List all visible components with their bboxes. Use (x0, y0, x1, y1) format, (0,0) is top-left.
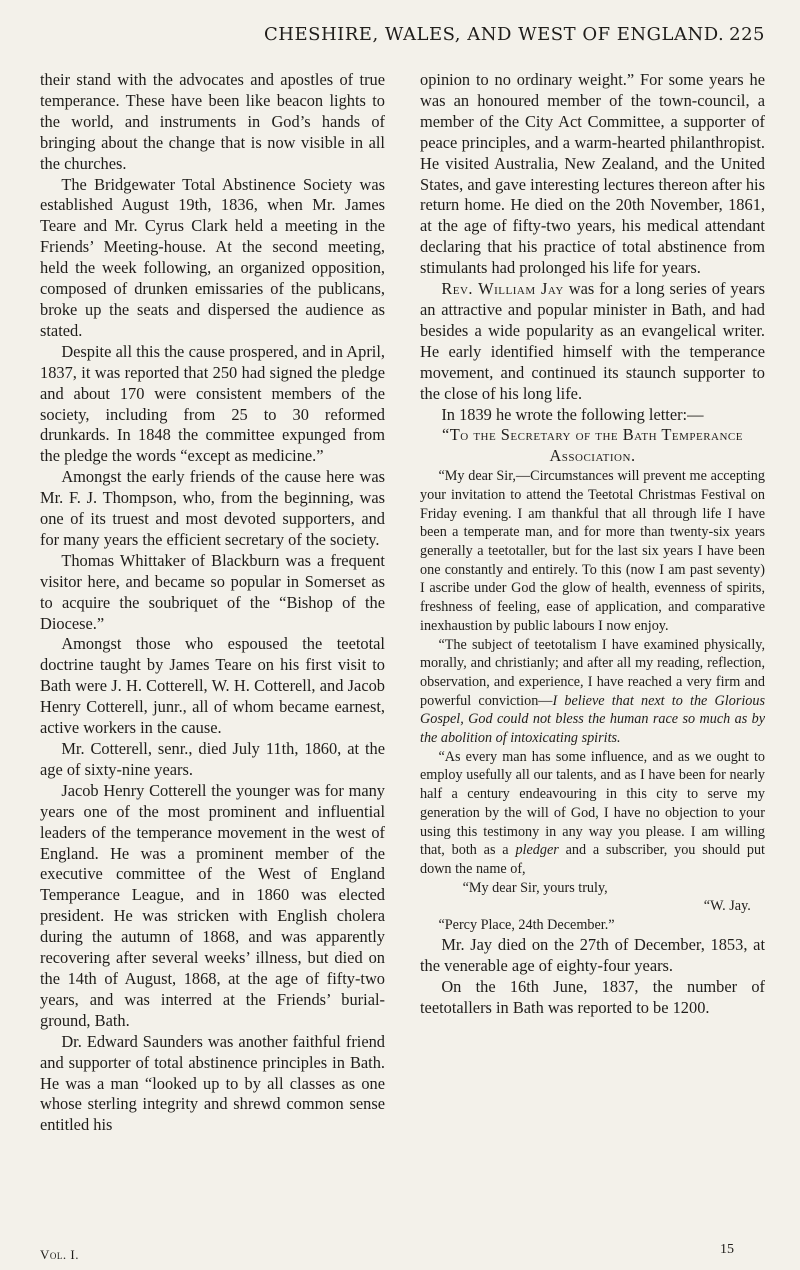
signature-mark: 15 (720, 1242, 734, 1257)
paragraph: Thomas Whittaker of Blackburn was a frequent visitor here, and became so popular in Somerset as to acquire the soubriquet of the “Bishop of the Diocese.” (40, 550, 385, 633)
right-column (420, 70, 765, 1018)
letter-paragraph: “My dear Sir,—Circumstances will prevent me accepting your invitation to attend the Teetotal Christmas Festival on Friday evening. I am thankful that all through life I have been a temperate man, and for more than twenty-six years generally a teetotaller, but for the last six years I have been one constantly and entirely. To this (now I am past seventy) I ascribe under God the glow of health, evenness of spirits, freshness of feeling, ease of application, and comparative inexhaustion by public labours I now enjoy. (420, 468, 765, 634)
paragraph: Mr. Jay died on the 27th of December, 1853, at the venerable age of eighty-four years. (420, 934, 765, 975)
volume-mark: Vol. I. (40, 1247, 79, 1262)
page-number: 225 (729, 24, 765, 45)
paragraph (420, 279, 765, 404)
paragraph: Jacob Henry Cotterell the younger was for many years one of the most prominent and influential leaders of the temperance movement in the west of England. He was a prominent member of the executive committee of the West of England Temperance League, and in 1860 was elected president. He was stricken with English cholera during the autumn of 1868, and was apparently recovering after several weeks’ illness, but died on the 14th of August, 1868, at the age of fifty-two years, and was interred at the Friends’ burial-ground, Bath. (40, 780, 385, 1030)
letter-emphasis: pledger (515, 842, 559, 859)
paragraph: The Bridgewater Total Abstinence Society was established August 19th, 1836, when Mr. James Teare and Mr. Cyrus Clark held a meeting in the Friends’ Meeting-house. At the second meeting, held the week following, an organized opposition, composed of drunken emissaries of the publicans, broke up the seats and dispersed the audience as stated. (40, 174, 385, 340)
paragraph: In 1839 he wrote the following letter:— (441, 404, 704, 424)
person-name: Rev. William Jay (441, 279, 564, 299)
letter-text: “The subject of teetotalism I have examined physically, morally, and christianly; and after all my reading, reflection, observation, and experience, I have reached a very firm and powerful conviction— (420, 636, 765, 709)
letter-text: and a subscriber, you should put down the name of, (420, 842, 765, 877)
letter-closing: “My dear Sir, yours truly, (462, 879, 608, 896)
letter-text: “As every man has some influence, and as we ought to employ usefully all our talents, and as I have been for nearly half a century endeavouring in this city to serve my generation by the will of God, I have no objection to your using this testimony in any way you please. I am willing that, both as a (420, 748, 765, 859)
letter-heading: “To the Secretary of the Bath Temperance Association. (442, 425, 743, 466)
paragraph: Mr. Cotterell, senr., died July 11th, 1860, at the age of sixty-nine years. (40, 739, 385, 779)
paragraph: Despite all this the cause prospered, and in April, 1837, it was reported that 250 had signed the pledge and about 170 were consistent members of the society, including from 25 to 30 reformed drunkards. In 1848 the committee expunged from the pledge the words “except as medicine.” (40, 341, 385, 466)
paragraph: Amongst those who espoused the teetotal doctrine taught by James Teare on his first visit to Bath were J. H. Cotterell, W. H. Cotterell, and Jacob Henry Cotterell, junr., all of whom became earnest, active workers in the cause. (40, 634, 385, 738)
paragraph: Amongst the early friends of the cause here was Mr. F. J. Thompson, who, from the beginning, was one of its truest and most devoted supporters, and for many years the efficient secretary of the society. (40, 467, 385, 549)
letter-paragraph (420, 748, 765, 879)
letter-body (420, 467, 765, 935)
paragraph: their stand with the advocates and apostles of true temperance. These have been like beacon lights to the world, and instruments in God’s hands of bringing about the change that is now visible in all the churches. (40, 70, 385, 173)
paragraph-text: was for a long series of years an attractive and popular minister in Bath, and had besides a wide popularity as an evangelical writer. He early identified himself with the temperance movement, and continued its staunch supporter to the close of his long life. (420, 279, 765, 403)
paragraph: Dr. Edward Saunders was another faithful friend and supporter of total abstinence principles in Bath. He was a man “looked up to by all classes as one whose sterling integrity and shrewd common sense entitled his (40, 1031, 385, 1135)
running-title: CHESHIRE, WALES, AND WEST OF ENGLAND. (264, 24, 725, 45)
letter-paragraph (420, 636, 765, 748)
letter-signature: “W. Jay. (703, 898, 751, 915)
letter-address: “Percy Place, 24th December.” (438, 917, 615, 934)
left-column (40, 70, 385, 1136)
letter-emphasis: I believe that next to the Glorious Gospel, God could not bless the human race so much as by the abolition of intoxicating spirits. (420, 692, 765, 747)
page-header (40, 20, 765, 50)
paragraph: On the 16th June, 1837, the number of teetotallers in Bath was reported to be 1200. (420, 976, 765, 1017)
paragraph: opinion to no ordinary weight.” For some years he was an honoured member of the town-council, a member of the City Act Committee, a supporter of peace principles, and a warm-hearted philanthropist. He visited Australia, New Zealand, and the United States, and gave interesting lectures thereon after his return home. He died on the 20th November, 1861, at the age of fifty-two years, his medical attendant declaring that his practice of total abstinence from stimulants had prolonged his life for years. (420, 70, 765, 278)
